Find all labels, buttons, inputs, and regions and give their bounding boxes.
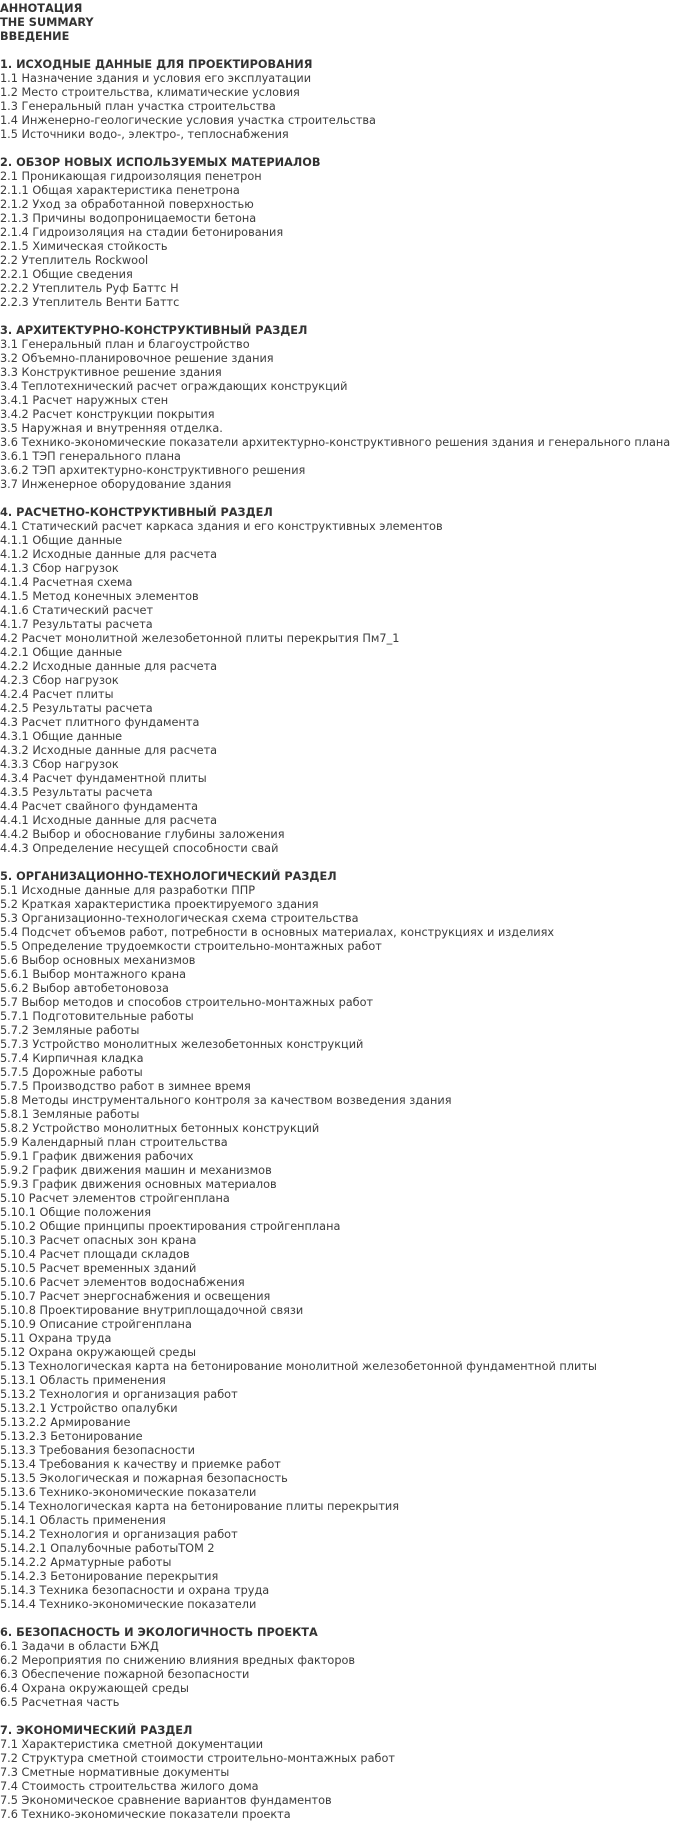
toc-entry: 5.13.1 Область применения [0,1374,166,1387]
toc-entry: 5.13.4 Требования к качеству и приемке работ [0,1458,281,1471]
toc-entry: 4.2.1 Общие данные [0,646,123,659]
toc-entry: 3.6.2 ТЭП архитектурно-конструктивного решения [0,464,306,477]
front-matter-introduction: ВВЕДЕНИЕ [0,30,70,43]
toc-sections [0,58,700,1822]
toc-entry: 5.10.2 Общие принципы проектирования стройгенплана [0,1220,341,1233]
toc-entry: 2.1 Проникающая гидроизоляция пенетрон [0,170,262,183]
toc-entry: 5.3 Организационно-технологическая схема строительства [0,912,359,925]
front-matter-annotation: АННОТАЦИЯ [0,2,83,15]
toc-entry: 5.2 Краткая характеристика проектируемого здания [0,898,319,911]
toc-entry: 3.7 Инженерное оборудование здания [0,478,232,491]
toc-entry: 5.9 Календарный план строительства [0,1136,228,1149]
toc-entry: 5.6 Выбор основных механизмов [0,954,196,967]
toc-entry: 3.6 Технико-экономические показатели архитектурно-конструктивного решения здания и генерального плана [0,436,671,449]
toc-entry: 4.3.3 Сбор нагрузок [0,758,119,771]
toc-entry: 4.4 Расчет свайного фундамента [0,800,198,813]
toc-entry: 1.5 Источники водо-, электро-, теплоснабжения [0,128,289,141]
toc-section [0,58,700,142]
section-heading: 4. РАСЧЕТНО-КОНСТРУКТИВНЫЙ РАЗДЕЛ [0,506,273,519]
toc-entry: 2.2.2 Утеплитель Руф Баттс Н [0,282,179,295]
toc-entry: 4.1.5 Метод конечных элементов [0,590,199,603]
toc-entry: 4.1.7 Результаты расчета [0,618,153,631]
toc-section [0,156,700,310]
toc-entry: 4.1.4 Расчетная схема [0,576,133,589]
toc-entry: 1.1 Назначение здания и условия его эксплуатации [0,72,312,85]
toc-entry: 5.7.4 Кирпичная кладка [0,1052,144,1065]
toc-entry: 5.7.1 Подготовительные работы [0,1010,194,1023]
toc-entry: 4.1.2 Исходные данные для расчета [0,548,218,561]
toc-entry: 4.1.3 Сбор нагрузок [0,562,119,575]
toc-entry: 2.2.3 Утеплитель Венти Баттс [0,296,180,309]
toc-entry: 5.10.6 Расчет элементов водоснабжения [0,1276,245,1289]
toc-entry: 7.3 Сметные нормативные документы [0,1766,230,1779]
toc-entry: 5.10.1 Общие положения [0,1206,151,1219]
toc-entry: 5.14.2.1 Опалубочные работыТОМ 2 [0,1542,215,1555]
toc-entry: 5.14.2.2 Арматурные работы [0,1556,172,1569]
toc-entry: 4.3.4 Расчет фундаментной плиты [0,772,207,785]
toc-entry: 4.1.1 Общие данные [0,534,123,547]
toc-entry: 4.4.2 Выбор и обоснование глубины заложения [0,828,285,841]
toc-entry: 5.8.2 Устройство монолитных бетонных конструкций [0,1122,320,1135]
toc-entry: 6.1 Задачи в области БЖД [0,1640,159,1653]
toc-entry: 5.1 Исходные данные для разработки ППР [0,884,256,897]
toc-entry: 5.10.9 Описание стройгенплана [0,1318,192,1331]
toc-entry: 5.14.2.3 Бетонирование перекрытия [0,1570,219,1583]
toc-entry: 5.7.3 Устройство монолитных железобетонных конструкций [0,1038,364,1051]
toc-entry: 5.14.2 Технология и организация работ [0,1528,238,1541]
toc-entry: 7.4 Стоимость строительства жилого дома [0,1780,259,1793]
toc-entry: 5.13.2 Технология и организация работ [0,1388,238,1401]
front-matter-summary: THE SUMMARY [0,16,94,29]
toc-entry: 5.9.1 График движения рабочих [0,1150,194,1163]
toc-entry: 4.3 Расчет плитного фундамента [0,716,200,729]
toc-entry: 5.7.2 Земляные работы [0,1024,140,1037]
toc-entry: 4.2.5 Результаты расчета [0,702,153,715]
toc-entry: 5.10.7 Расчет энергоснабжения и освещения [0,1290,271,1303]
toc-entry: 2.2.1 Общие сведения [0,268,133,281]
toc-entry: 5.13 Технологическая карта на бетонирование монолитной железобетонной фундаментной плиты [0,1360,597,1373]
toc-entry: 5.6.2 Выбор автобетоновоза [0,982,169,995]
toc-entry: 4.1 Статический расчет каркаса здания и его конструктивных элементов [0,520,443,533]
toc-entry: 2.1.2 Уход за обработанной поверхностью [0,198,254,211]
toc-entry: 1.3 Генеральный план участка строительства [0,100,276,113]
toc-entry: 5.13.5 Экологическая и пожарная безопасность [0,1472,288,1485]
toc-entry: 5.13.2.3 Бетонирование [0,1430,143,1443]
section-heading: 5. ОРГАНИЗАЦИОННО-ТЕХНОЛОГИЧЕСКИЙ РАЗДЕЛ [0,870,337,883]
toc-entry: 4.2.2 Исходные данные для расчета [0,660,218,673]
toc-section [0,1724,700,1822]
toc-entry: 2.1.4 Гидроизоляция на стадии бетонирования [0,226,284,239]
toc-entry: 5.7.5 Производство работ в зимнее время [0,1080,251,1093]
toc-entry: 2.1.5 Химическая стойкость [0,240,168,253]
toc-entry: 4.4.1 Исходные данные для расчета [0,814,218,827]
toc-entry: 5.14.1 Область применения [0,1514,166,1527]
toc-entry: 3.4 Теплотехнический расчет ограждающих конструкций [0,380,348,393]
toc-entry: 5.7 Выбор методов и способов строительно-монтажных работ [0,996,374,1009]
toc-entry: 5.7.5 Дорожные работы [0,1066,143,1079]
section-heading: 6. БЕЗОПАСНОСТЬ И ЭКОЛОГИЧНОСТЬ ПРОЕКТА [0,1626,318,1639]
toc-entry: 6.3 Обеспечение пожарной безопасности [0,1668,250,1681]
toc-entry: 4.3.1 Общие данные [0,730,123,743]
toc-entry: 5.8 Методы инструментального контроля за качеством возведения здания [0,1094,452,1107]
toc-entry: 4.2.4 Расчет плиты [0,688,114,701]
toc-entry: 5.10.8 Проектирование внутриплощадочной связи [0,1304,304,1317]
toc-entry: 4.1.6 Статический расчет [0,604,154,617]
toc-entry: 7.2 Структура сметной стоимости строительно-монтажных работ [0,1752,395,1765]
toc-entry: 5.14 Технологическая карта на бетонирование плиты перекрытия [0,1500,400,1513]
toc-entry: 3.4.1 Расчет наружных стен [0,394,169,407]
toc-entry: 5.13.2.2 Армирование [0,1416,131,1429]
toc-entry: 5.9.2 График движения машин и механизмов [0,1164,272,1177]
toc-entry: 5.13.3 Требования безопасности [0,1444,195,1457]
section-heading: 1. ИСХОДНЫЕ ДАННЫЕ ДЛЯ ПРОЕКТИРОВАНИЯ [0,58,313,71]
toc-entry: 4.2 Расчет монолитной железобетонной плиты перекрытия Пм7_1 [0,632,400,645]
toc-entry: 5.6.1 Выбор монтажного крана [0,968,187,981]
section-heading: 2. ОБЗОР НОВЫХ ИСПОЛЬЗУЕМЫХ МАТЕРИАЛОВ [0,156,321,169]
toc-entry: 5.14.4 Технико-экономические показатели [0,1598,257,1611]
toc-entry: 7.6 Технико-экономические показатели проекта [0,1808,291,1821]
toc-entry: 5.11 Охрана труда [0,1332,112,1345]
toc-entry: 6.5 Расчетная часть [0,1696,120,1709]
toc-entry: 5.12 Охрана окружающей среды [0,1346,197,1359]
toc-entry: 2.2 Утеплитель Rockwool [0,254,149,267]
toc-entry: 7.1 Характеристика сметной документации [0,1738,264,1751]
toc-section [0,870,700,1612]
toc-entry: 3.4.2 Расчет конструкции покрытия [0,408,215,421]
toc-entry: 5.10 Расчет элементов стройгенплана [0,1192,230,1205]
toc-entry: 4.2.3 Сбор нагрузок [0,674,119,687]
toc-section [0,506,700,856]
toc-entry: 1.2 Место строительства, климатические условия [0,86,300,99]
toc-entry: 4.3.5 Результаты расчета [0,786,153,799]
toc-entry: 5.8.1 Земляные работы [0,1108,140,1121]
toc-entry: 5.5 Определение трудоемкости строительно-монтажных работ [0,940,382,953]
toc-entry: 3.2 Объемно-планировочное решение здания [0,352,274,365]
toc-entry: 3.1 Генеральный план и благоустройство [0,338,250,351]
toc-entry: 5.10.5 Расчет временных зданий [0,1262,197,1275]
toc-entry: 1.4 Инженерно-геологические условия участка строительства [0,114,376,127]
toc-entry: 2.1.1 Общая характеристика пенетрона [0,184,240,197]
section-heading: 3. АРХИТЕКТУРНО-КОНСТРУКТИВНЫЙ РАЗДЕЛ [0,324,308,337]
toc-entry: 7.5 Экономическое сравнение вариантов фундаментов [0,1794,332,1807]
toc-entry: 3.3 Конструктивное решение здания [0,366,222,379]
toc-entry: 3.6.1 ТЭП генерального плана [0,450,181,463]
toc-entry: 6.2 Мероприятия по снижению влияния вредных факторов [0,1654,356,1667]
toc-entry: 5.10.4 Расчет площади складов [0,1248,190,1261]
toc-section [0,1626,700,1710]
section-heading: 7. ЭКОНОМИЧЕСКИЙ РАЗДЕЛ [0,1724,193,1737]
toc-entry: 6.4 Охрана окружающей среды [0,1682,189,1695]
toc-entry: 5.13.6 Технико-экономические показатели [0,1486,257,1499]
toc-entry: 2.1.3 Причины водопроницаемости бетона [0,212,257,225]
toc-entry: 5.13.2.1 Устройство опалубки [0,1402,178,1415]
toc-entry: 5.10.3 Расчет опасных зон крана [0,1234,197,1247]
toc-entry: 5.4 Подсчет объемов работ, потребности в основных материалах, конструкциях и изделиях [0,926,555,939]
toc-entry: 5.9.3 График движения основных материалов [0,1178,277,1191]
toc-entry: 5.14.3 Техника безопасности и охрана труда [0,1584,270,1597]
toc-section [0,324,700,492]
toc-entry: 4.4.3 Определение несущей способности свай [0,842,279,855]
toc-entry: 3.5 Наружная и внутренняя отделка. [0,422,223,435]
toc-entry: 4.3.2 Исходные данные для расчета [0,744,218,757]
front-matter [0,2,700,44]
